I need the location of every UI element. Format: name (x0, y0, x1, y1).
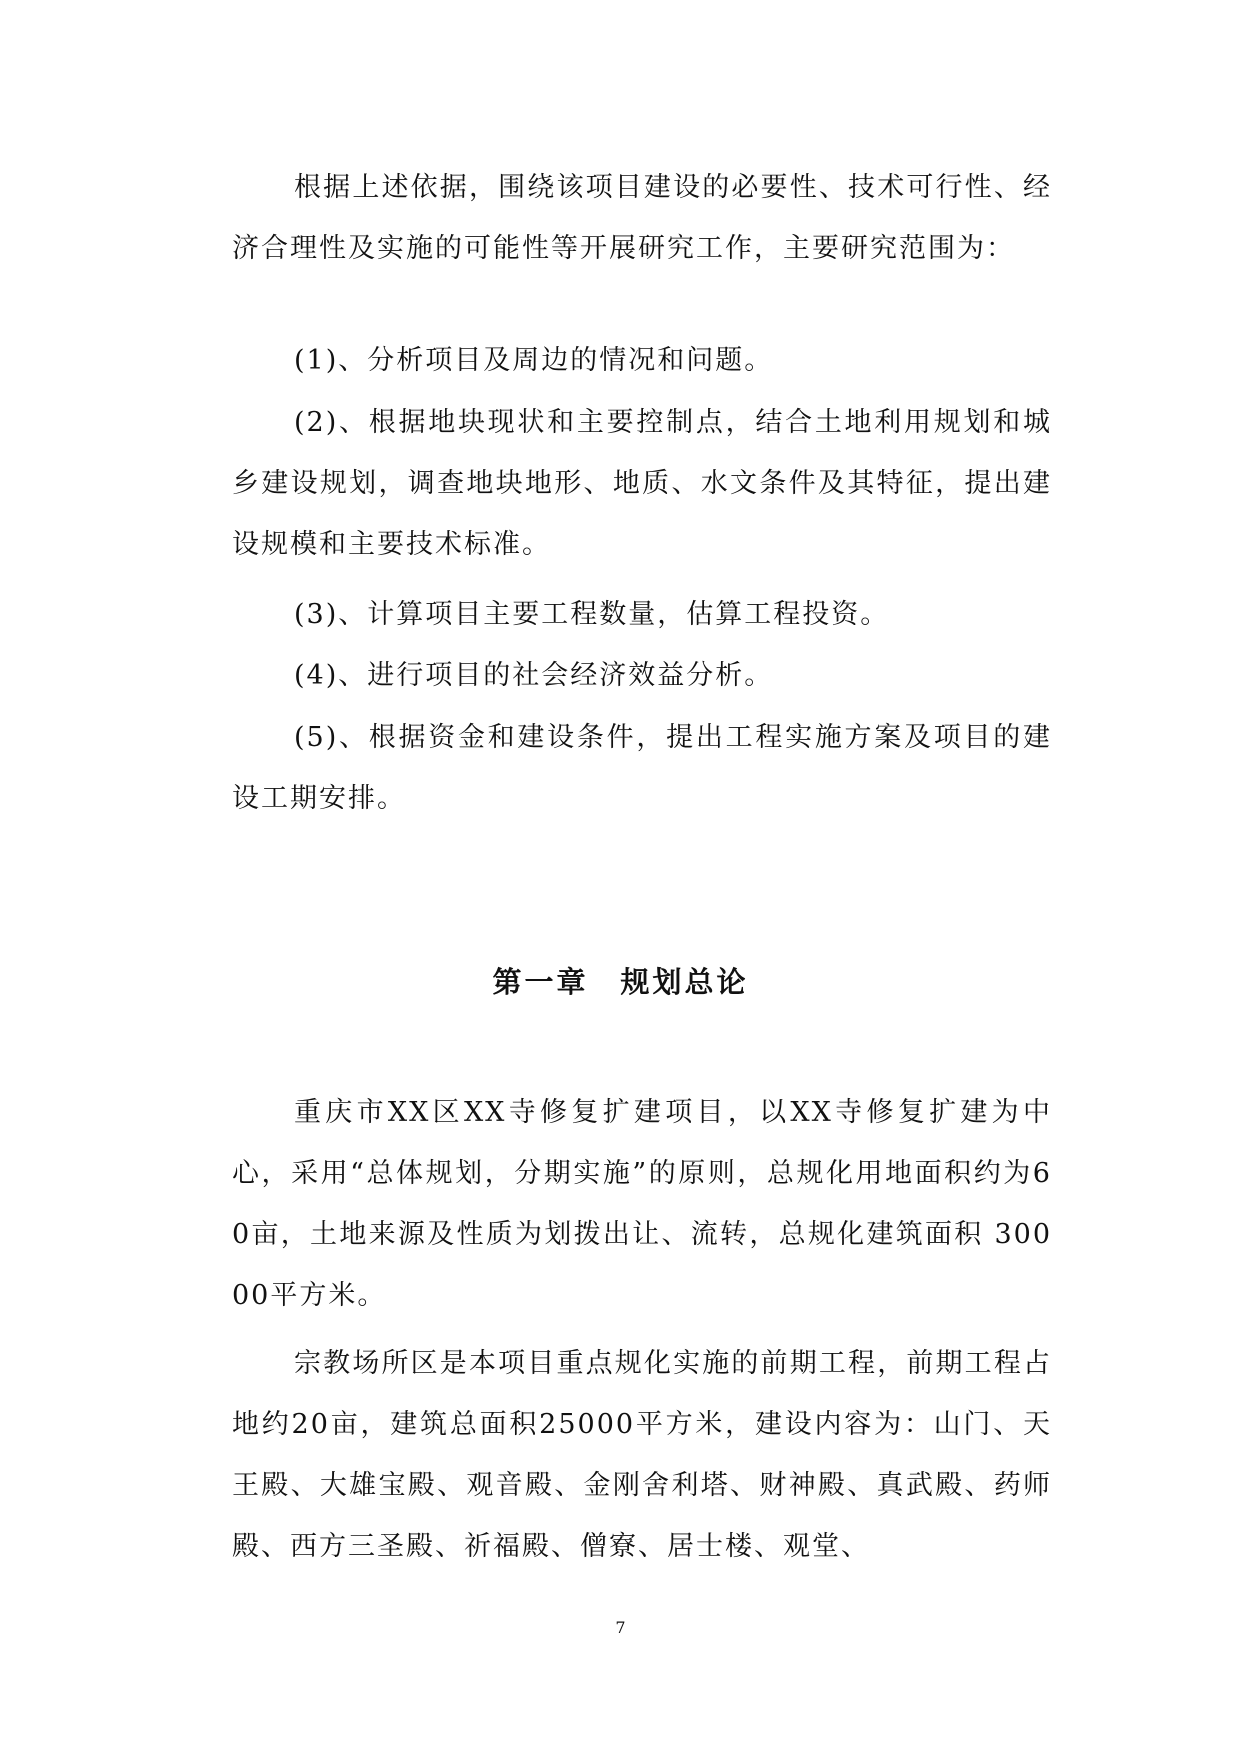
list-item-3: (3)、计算项目主要工程数量，估算工程投资。 (294, 599, 890, 630)
list-item-2: (2)、根据地块现状和主要控制点，结合土地利用规划和城乡建设规划，调查地块地形、地质、水文条件及其特征，提出建设规模和主要技术标准。 (232, 407, 1052, 560)
page-number: 7 (615, 1618, 626, 1637)
paragraph-research-scope-intro: 根据上述依据，围绕该项目建设的必要性、技术可行性、经济合理性及实施的可能性等开展研究工作，主要研究范围为： (232, 172, 1052, 264)
list-item-1: (1)、分析项目及周边的情况和问题。 (294, 345, 774, 376)
paragraph-religious-area: 宗教场所区是本项目重点规化实施的前期工程，前期工程占地约20亩，建筑总面积25000平方米，建设内容为：山门、天王殿、大雄宝殿、观音殿、金刚舍利塔、财神殿、真武殿、药师殿、西方三圣殿、祈福殿、僧寮、居士楼、观堂、 (232, 1348, 1052, 1562)
list-item-5: (5)、根据资金和建设条件，提出工程实施方案及项目的建设工期安排。 (232, 722, 1052, 814)
paragraph-project-overview: 重庆市XX区XX寺修复扩建项目，以XX寺修复扩建为中心，采用“总体规划，分期实施”的原则，总规化用地面积约为60亩，土地来源及性质为划拨出让、流转，总规化建筑面积 30000平方米。 (232, 1097, 1052, 1311)
list-item-4: (4)、进行项目的社会经济效益分析。 (294, 660, 774, 691)
chapter-heading: 第一章 规划总论 (492, 965, 749, 999)
